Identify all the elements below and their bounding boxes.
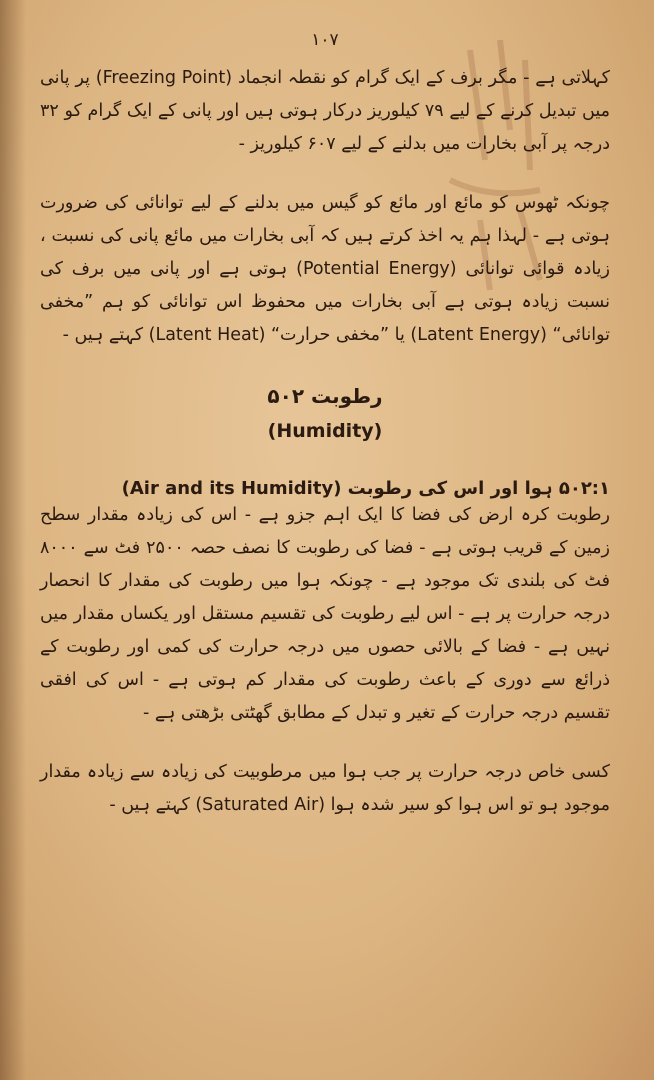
subsection-title: ۵۰۲:۱ ہوا اور اس کی رطوبت (Air and its Humidity) bbox=[121, 478, 610, 499]
page-edge-shadow bbox=[0, 0, 26, 1080]
paragraph-latent-energy: چونکہ ٹھوس کو مائع اور مائع کو گیس میں بدلنے کے لیے توانائی کی ضرورت ہوتی ہے - لہذا ہم یہ اخذ کرتے ہیں کہ آبی بخارات میں مائع پانی کی نسبت ، زیادہ قوائی توانائی (Potential Energy) ہوتی ہے اور پانی میں برف کی نسبت زیادہ ہوتی ہے آبی بخارات میں محفوظ اس توانائی کو ہم ”مخفی توانائی“ (Latent Energy) یا ”مخفی حرارت“ (Latent Heat) کہتے ہیں - bbox=[40, 193, 611, 345]
page-number: ۱۰۷ bbox=[311, 30, 339, 50]
paragraph-humidity-distribution: رطوبت کرہ ارض کی فضا کا ایک اہم جزو ہے - اس کی زیادہ مقدار سطح زمین کے قریب ہوتی ہے - فضا کی رطوبت کا نصف حصہ ۲۵۰۰ فٹ سے ۸۰۰۰ فٹ کی بلندی تک موجود ہے - چونکہ ہوا میں رطوبت کی مقدار کا انحصار درجہ حرارت پر ہے - اس لیے رطوبت کی تقسیم مستقل اور یکساں مقدار میں نہیں ہے - فضا کے بالائی حصوں میں درجہ حرارت کی کمی اور رطوبت کے ذرائع سے دوری کے باعث رطوبت کی مقدار کم ہوتی ہے - اس کی افقی تقسیم درجہ حرارت کے تغیر و تبدل کے مطابق گھٹتی بڑھتی ہے - bbox=[40, 505, 610, 723]
book-page bbox=[40, 30, 610, 822]
section-title-english: (Humidity) bbox=[267, 420, 383, 442]
section-title-urdu: ۵۰۲ رطوبت bbox=[267, 384, 383, 408]
paragraph-latent-calories: کہلاتی ہے - مگر برف کے ایک گرام کو نقطہ انجماد (Freezing Point) پر پانی میں تبدیل کرنے کے لیے ۷۹ کیلوریز درکار ہوتی ہیں اور پانی کے ایک گرام کو ۳۲ درجہ پر آبی بخارات میں بدلنے کے لیے ۶۰۷ کیلوریز - bbox=[40, 68, 610, 154]
paragraph-saturated-air: کسی خاص درجہ حرارت پر جب ہوا میں مرطوبیت کی زیادہ سے زیادہ مقدار موجود ہو تو اس ہوا کو سیر شدہ ہوا (Saturated Air) کہتے ہیں - bbox=[40, 762, 610, 815]
